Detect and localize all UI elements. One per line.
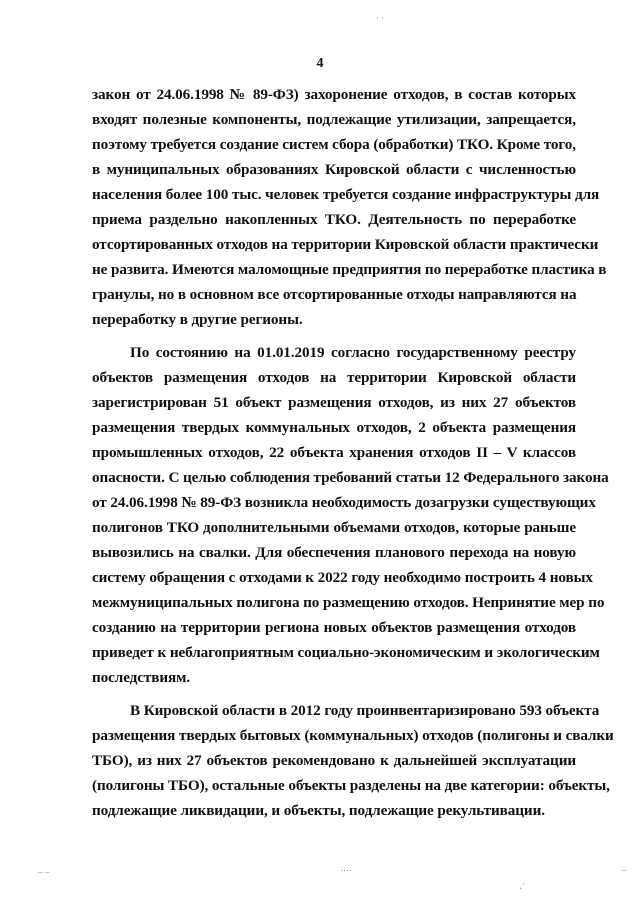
paragraph-1-line-5: населения более 100 тыс. человек требуется создание инфраструктуры для [92,186,600,203]
paragraph-1-line-8: не развита. Имеются маломощные предприятия по переработке пластика в [92,261,607,278]
paragraph-2-line-9: вывозились на свалки. Для обеспечения планового перехода на новую [92,544,576,561]
paragraph-3-line-1: В Кировской области в 2012 году проинвентаризировано 593 объекта [130,702,600,719]
paragraph-3-line-3: ТБО), из них 27 объектов рекомендовано к дальнейшей эксплуатации [92,752,576,769]
scan-speck: ‥‥ [340,863,353,873]
paragraph-2-line-14: последствиям. [92,669,191,686]
paragraph-2-line-2: объектов размещения отходов на территории Кировской области [92,369,576,386]
paragraph-3-line-2: размещения твердых бытовых (коммунальных) отходов (полигоны и свалки [92,727,614,744]
scan-speck: ⸼· [520,879,526,889]
paragraph-2-line-8: полигонов ТКО дополнительными объемами отходов, которые раньше [92,519,576,536]
paragraph-2-line-5: промышленных отходов, 22 объекта хранения отходов II – V классов [92,444,576,461]
paragraph-2-line-12: созданию на территории региона новых объектов размещения отходов [92,619,576,636]
scan-speck: ‒ ‒ [38,867,50,877]
paragraph-1-line-4: в муниципальных образованиях Кировской области с численностью [92,161,576,178]
page-number: 4 [316,56,324,71]
paragraph-2-line-1: По состоянию на 01.01.2019 согласно государственному реестру [130,344,576,361]
paragraph-2-line-11: межмуниципальных полигона по размещению отходов. Непринятие мер по [92,594,605,611]
paragraph-1-line-2: входят полезные компоненты, подлежащие утилизации, запрещается, [92,111,576,128]
paragraph-3-line-4: (полигоны ТБО), остальные объекты разделены на две категории: объекты, [92,777,610,794]
paragraph-2-line-6: опасности. С целью соблюдения требований статьи 12 Федерального закона [92,469,609,486]
paragraph-3-line-5: подлежащие ликвидации, и объекты, подлежащие рекультивации. [92,802,545,819]
paragraph-2-line-3: зарегистрирован 51 объект размещения отходов, из них 27 объектов [92,394,576,411]
paragraph-1-line-10: переработку в другие регионы. [92,311,303,328]
paragraph-2-line-10: систему обращения с отходами к 2022 году необходимо построить 4 новых [92,569,593,586]
scan-speck: · · [376,13,385,23]
scan-speck: – [622,865,627,875]
paragraph-1-line-6: приема раздельно накопленных ТКО. Деятельность по переработке [92,211,576,228]
paragraph-2-line-4: размещения твердых коммунальных отходов, 2 объекта размещения [92,419,576,436]
paragraph-1-line-1: закон от 24.06.1998 № 89-ФЗ) захоронение отходов, в состав которых [92,86,576,103]
paragraph-1-line-7: отсортированных отходов на территории Кировской области практически [92,236,599,253]
paragraph-2-line-13: приведет к неблагоприятным социально-экономическим и экологическим [92,644,600,661]
paragraph-1-line-3: поэтому требуется создание систем сбора (обработки) ТКО. Кроме того, [92,136,576,153]
paragraph-2-line-7: от 24.06.1998 № 89-ФЗ возникла необходимость дозагрузки существующих [92,494,596,511]
paragraph-1-line-9: гранулы, но в основном все отсортированные отходы направляются на [92,286,577,303]
